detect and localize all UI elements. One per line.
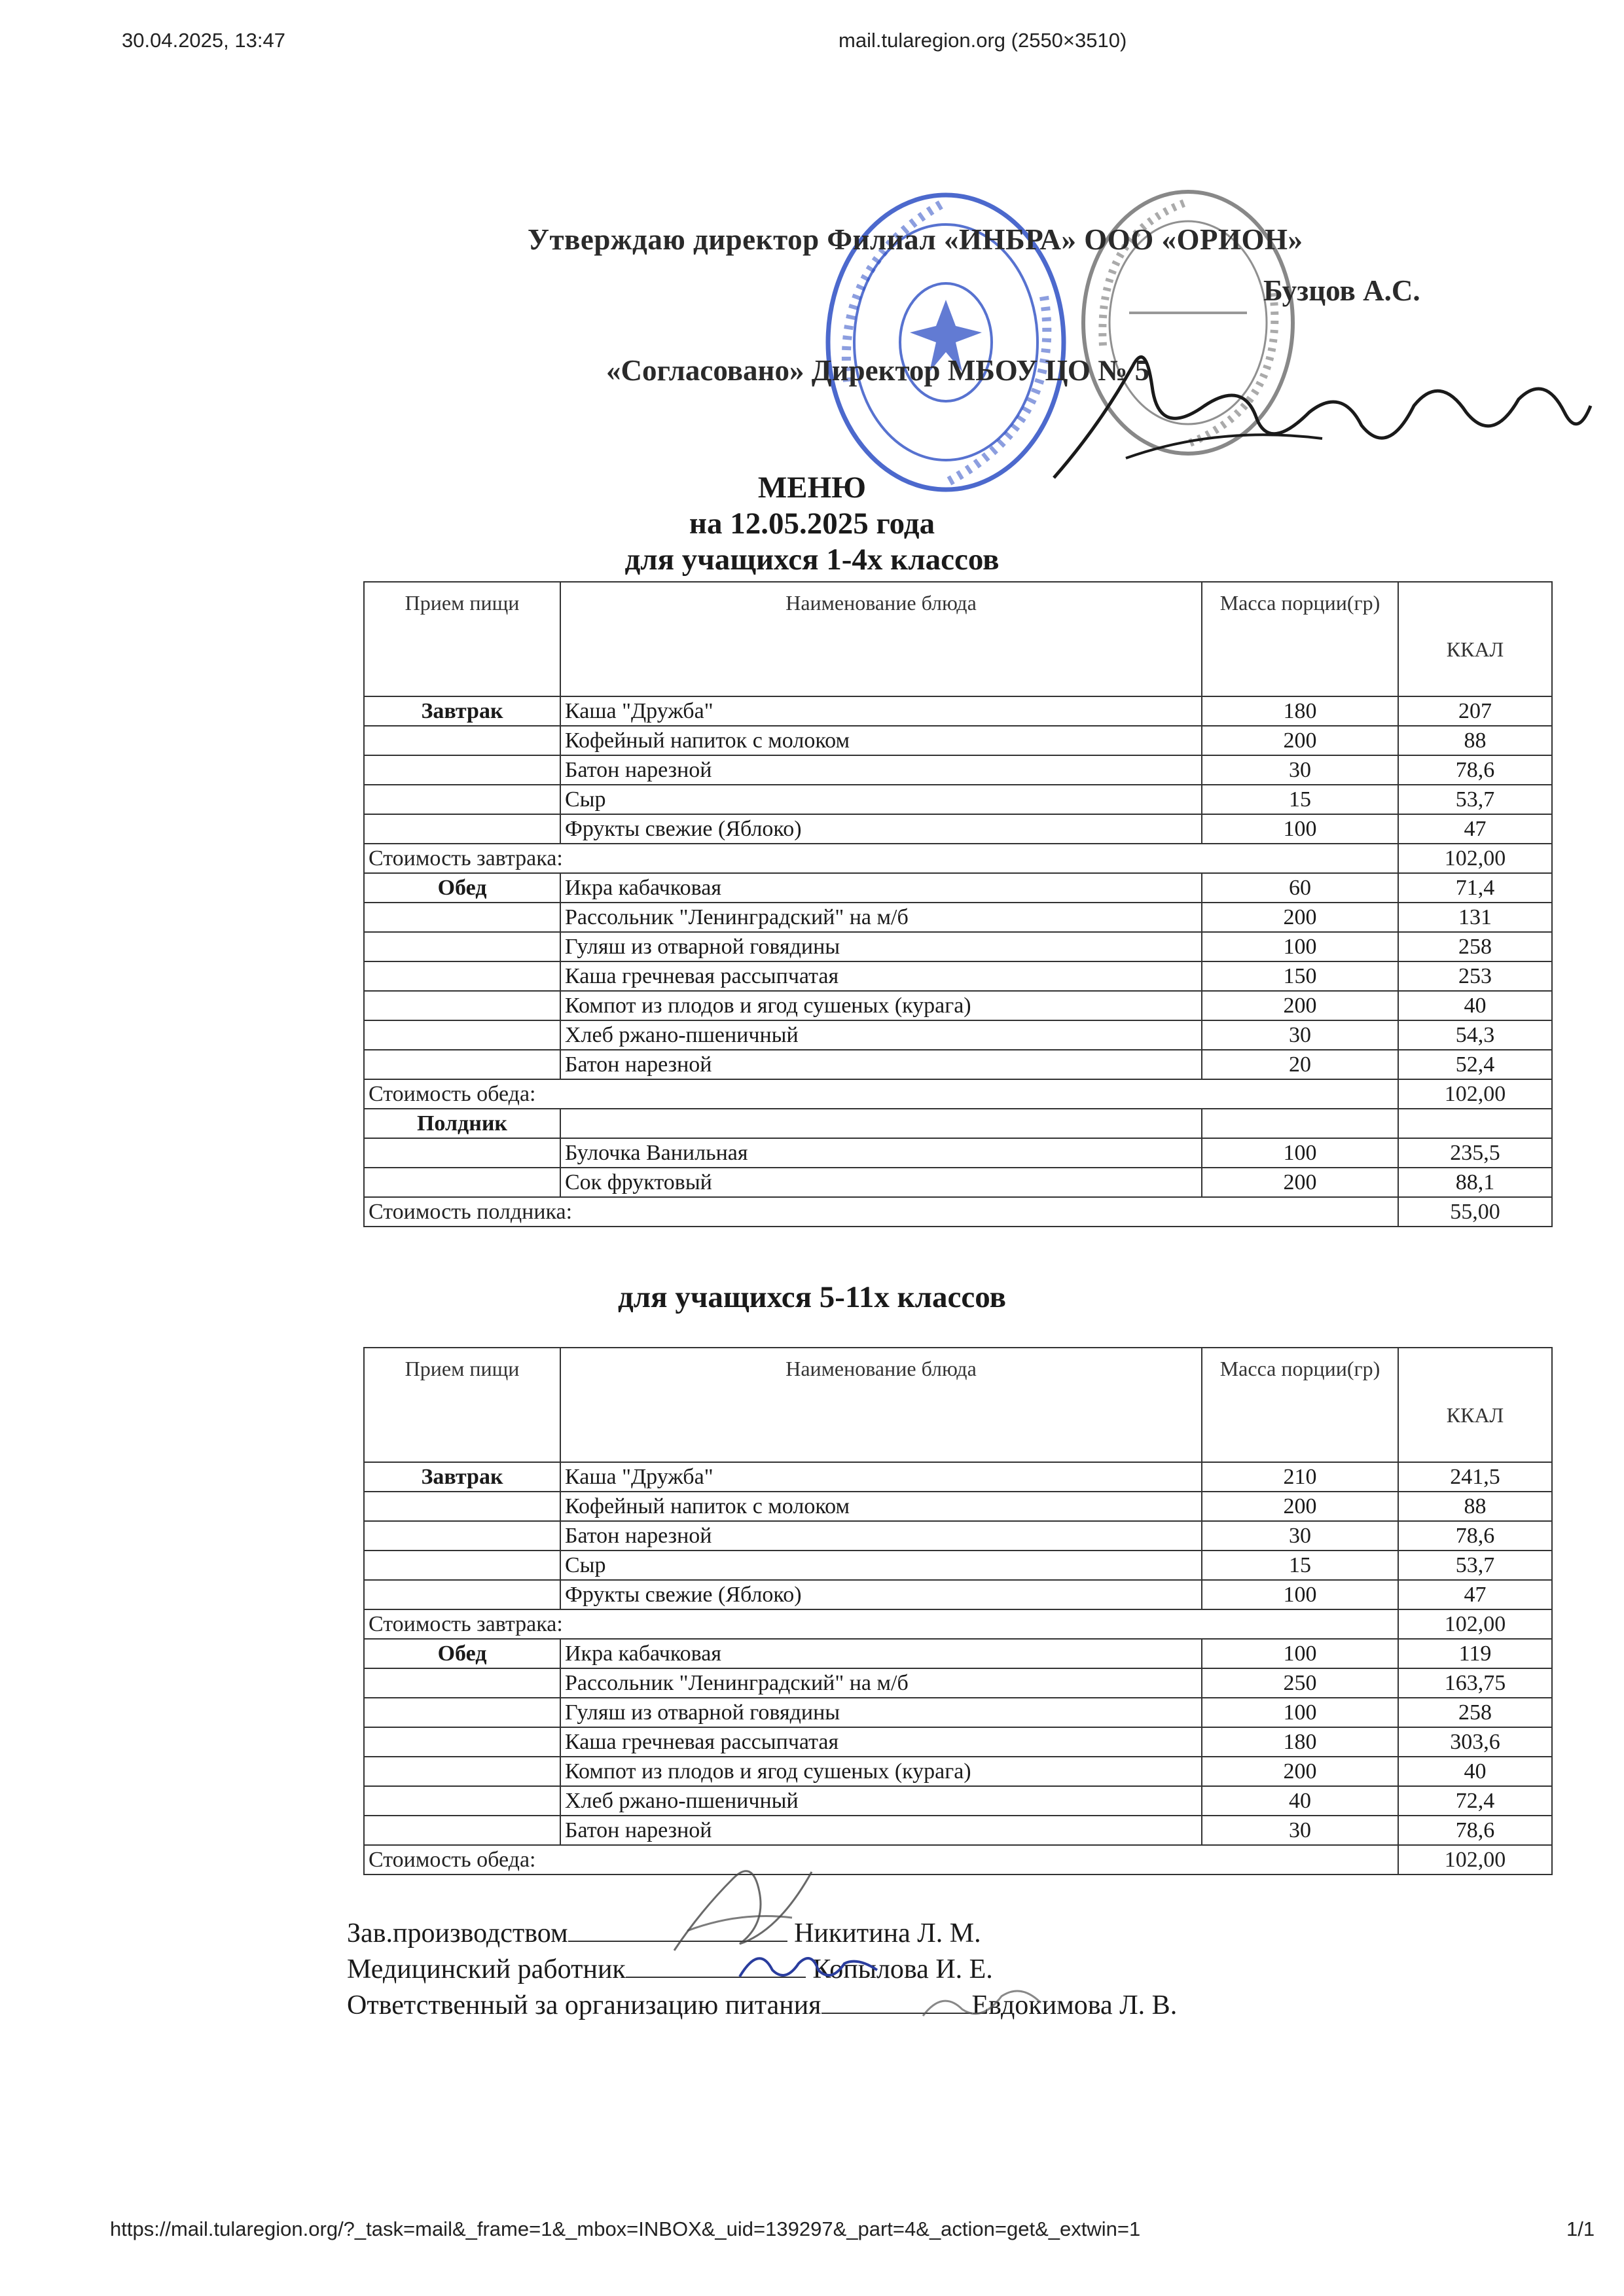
header-mass: Масса порции(гр) <box>1202 1348 1398 1462</box>
table-row <box>364 755 1552 785</box>
mass-cell: 180 <box>1202 1727 1398 1757</box>
dish-cell: Батон нарезной <box>560 1816 1202 1845</box>
menu-table-5-11 <box>363 1347 1553 1875</box>
table-row <box>364 1138 1552 1168</box>
dish-cell: Сыр <box>560 785 1202 814</box>
mass-cell: 150 <box>1202 961 1398 991</box>
header-meal: Прием пищи <box>364 582 560 696</box>
header-kcal: ККАЛ <box>1398 582 1552 696</box>
print-url: https://mail.tularegion.org/?_task=mail&_frame=1&_mbox=INBOX&_uid=139297&_part=4&_action=get&_extwin=1 <box>110 2217 1141 2240</box>
dish-cell: Компот из плодов и ягод сушеных (курага) <box>560 991 1202 1020</box>
cost-label: Стоимость завтрака: <box>364 1609 1398 1639</box>
cost-label: Стоимость обеда: <box>364 1079 1398 1109</box>
kcal-cell: 78,6 <box>1398 1816 1552 1845</box>
meal-cell <box>364 1580 560 1609</box>
responsible-role: Ответственный за организацию питания <box>347 1990 821 2020</box>
table-row <box>364 1639 1552 1668</box>
table-row <box>364 1816 1552 1845</box>
meal-cell: Завтрак <box>364 696 560 726</box>
mass-cell: 210 <box>1202 1462 1398 1492</box>
dish-cell: Кофейный напиток с молоком <box>560 1492 1202 1521</box>
mass-cell: 30 <box>1202 755 1398 785</box>
cost-row <box>364 844 1552 873</box>
mass-cell: 30 <box>1202 1521 1398 1551</box>
signature-responsible <box>347 1990 1177 2021</box>
table-row <box>364 1492 1552 1521</box>
meal-cell: Полдник <box>364 1109 560 1138</box>
meal-cell <box>364 1816 560 1845</box>
kcal-cell: 88 <box>1398 1492 1552 1521</box>
cost-row <box>364 1079 1552 1109</box>
cost-price: 102,00 <box>1398 1845 1552 1874</box>
dish-cell: Хлеб ржано-пшеничный <box>560 1786 1202 1816</box>
meal-cell <box>364 1698 560 1727</box>
meal-cell <box>364 932 560 961</box>
mass-cell: 250 <box>1202 1668 1398 1698</box>
cost-row <box>364 1609 1552 1639</box>
mass-cell: 15 <box>1202 1551 1398 1580</box>
dish-cell: Икра кабачковая <box>560 873 1202 903</box>
production-role: Зав.производством <box>347 1918 568 1948</box>
table-row <box>364 932 1552 961</box>
approver-name: Бузцов А.С. <box>1263 274 1420 307</box>
meal-cell <box>364 991 560 1020</box>
medical-signature <box>733 1937 884 1990</box>
meal-cell <box>364 1050 560 1079</box>
cost-row <box>364 1197 1552 1227</box>
meal-cell <box>364 1521 560 1551</box>
meal-cell <box>364 726 560 755</box>
table-row <box>364 1698 1552 1727</box>
mass-cell: 100 <box>1202 814 1398 844</box>
kcal-cell: 207 <box>1398 696 1552 726</box>
kcal-cell: 72,4 <box>1398 1786 1552 1816</box>
table-row <box>364 1727 1552 1757</box>
meal-cell <box>364 1727 560 1757</box>
table-row <box>364 1580 1552 1609</box>
dish-cell: Хлеб ржано-пшеничный <box>560 1020 1202 1050</box>
approval-line: Утверждаю директор Филиал «ИНБРА» ООО «ОРИОН» <box>528 223 1303 256</box>
kcal-cell: 258 <box>1398 932 1552 961</box>
dish-cell: Батон нарезной <box>560 1521 1202 1551</box>
kcal-cell: 258 <box>1398 1698 1552 1727</box>
table-header <box>364 582 1552 696</box>
responsible-name: Евдокимова Л. В. <box>971 1990 1178 2020</box>
print-page-number: 1/1 <box>1566 2217 1595 2240</box>
dish-cell: Каша "Дружба" <box>560 1462 1202 1492</box>
mass-cell: 100 <box>1202 1698 1398 1727</box>
meal-cell <box>364 1551 560 1580</box>
agreed-line: «Согласовано» Директор МБОУ ЦО № 5 <box>606 354 1150 387</box>
responsible-signature <box>916 1977 1047 2029</box>
meal-cell <box>364 1138 560 1168</box>
dish-cell: Фрукты свежие (Яблоко) <box>560 814 1202 844</box>
medical-name: Копылова И. Е. <box>812 1954 993 1984</box>
kcal-cell: 235,5 <box>1398 1138 1552 1168</box>
meal-cell <box>364 961 560 991</box>
meal-cell <box>364 1786 560 1816</box>
mass-cell: 100 <box>1202 1138 1398 1168</box>
dish-cell: Каша гречневая рассыпчатая <box>560 1727 1202 1757</box>
cost-price: 102,00 <box>1398 1079 1552 1109</box>
kcal-cell: 53,7 <box>1398 1551 1552 1580</box>
production-name: Никитина Л. М. <box>794 1918 981 1948</box>
mass-cell: 100 <box>1202 1639 1398 1668</box>
print-date: 30.04.2025, 13:47 <box>122 29 285 52</box>
table-row <box>364 1168 1552 1197</box>
group-title-5-11: для учащихся 5-11х классов <box>618 1280 1006 1314</box>
table-row <box>364 814 1552 844</box>
meal-cell <box>364 1020 560 1050</box>
header-mass: Масса порции(гр) <box>1202 582 1398 696</box>
header-kcal: ККАЛ <box>1398 1348 1552 1462</box>
kcal-cell: 88 <box>1398 726 1552 755</box>
dish-cell: Каша "Дружба" <box>560 696 1202 726</box>
dish-cell: Сыр <box>560 1551 1202 1580</box>
kcal-cell: 40 <box>1398 991 1552 1020</box>
kcal-cell <box>1398 1109 1552 1138</box>
mass-cell: 30 <box>1202 1020 1398 1050</box>
mass-cell: 40 <box>1202 1786 1398 1816</box>
dish-cell: Рассольник "Ленинградский" на м/б <box>560 1668 1202 1698</box>
dish-cell: Гуляш из отварной говядины <box>560 932 1202 961</box>
mass-cell: 20 <box>1202 1050 1398 1079</box>
kcal-cell: 78,6 <box>1398 1521 1552 1551</box>
meal-cell <box>364 903 560 932</box>
mass-cell: 200 <box>1202 991 1398 1020</box>
dish-cell <box>560 1109 1202 1138</box>
dish-cell: Компот из плодов и ягод сушеных (курага) <box>560 1757 1202 1786</box>
dish-cell: Фрукты свежие (Яблоко) <box>560 1580 1202 1609</box>
cost-label: Стоимость обеда: <box>364 1845 1398 1874</box>
meal-cell <box>364 785 560 814</box>
table-row <box>364 1462 1552 1492</box>
mass-cell: 15 <box>1202 785 1398 814</box>
header-dish: Наименование блюда <box>560 1348 1202 1462</box>
menu-title: МЕНЮ <box>757 471 867 505</box>
meal-cell <box>364 755 560 785</box>
mass-cell: 60 <box>1202 873 1398 903</box>
dish-cell: Сок фруктовый <box>560 1168 1202 1197</box>
dish-cell: Рассольник "Ленинградский" на м/б <box>560 903 1202 932</box>
mass-cell: 30 <box>1202 1816 1398 1845</box>
table-row <box>364 1109 1552 1138</box>
table-row <box>364 903 1552 932</box>
meal-cell <box>364 1668 560 1698</box>
print-title: mail.tularegion.org (2550×3510) <box>839 29 1127 52</box>
cost-price: 102,00 <box>1398 844 1552 873</box>
medical-role: Медицинский работник <box>347 1954 626 1984</box>
dish-cell: Булочка Ванильная <box>560 1138 1202 1168</box>
mass-cell: 200 <box>1202 903 1398 932</box>
kcal-cell: 131 <box>1398 903 1552 932</box>
kcal-cell: 54,3 <box>1398 1020 1552 1050</box>
kcal-cell: 88,1 <box>1398 1168 1552 1197</box>
table-row <box>364 1551 1552 1580</box>
meal-cell <box>364 1757 560 1786</box>
mass-cell: 200 <box>1202 1492 1398 1521</box>
kcal-cell: 253 <box>1398 961 1552 991</box>
cost-label: Стоимость полдника: <box>364 1197 1398 1227</box>
kcal-cell: 53,7 <box>1398 785 1552 814</box>
meal-cell <box>364 1168 560 1197</box>
table-row <box>364 1050 1552 1079</box>
meal-cell: Обед <box>364 1639 560 1668</box>
table-row <box>364 785 1552 814</box>
cost-price: 102,00 <box>1398 1609 1552 1639</box>
kcal-cell: 241,5 <box>1398 1462 1552 1492</box>
mass-cell <box>1202 1109 1398 1138</box>
mass-cell: 100 <box>1202 1580 1398 1609</box>
dish-cell: Батон нарезной <box>560 1050 1202 1079</box>
table-row <box>364 726 1552 755</box>
menu-date: на 12.05.2025 года <box>689 507 935 541</box>
menu-table-1-4 <box>363 581 1553 1227</box>
meal-cell <box>364 1492 560 1521</box>
kcal-cell: 47 <box>1398 1580 1552 1609</box>
dish-cell: Каша гречневая рассыпчатая <box>560 961 1202 991</box>
table-row <box>364 991 1552 1020</box>
kcal-cell: 40 <box>1398 1757 1552 1786</box>
mass-cell: 200 <box>1202 726 1398 755</box>
mass-cell: 200 <box>1202 1168 1398 1197</box>
table-row <box>364 1521 1552 1551</box>
table-row <box>364 873 1552 903</box>
kcal-cell: 47 <box>1398 814 1552 844</box>
cost-price: 55,00 <box>1398 1197 1552 1227</box>
table-row <box>364 1757 1552 1786</box>
meal-cell <box>364 814 560 844</box>
kcal-cell: 52,4 <box>1398 1050 1552 1079</box>
dish-cell: Батон нарезной <box>560 755 1202 785</box>
dish-cell: Кофейный напиток с молоком <box>560 726 1202 755</box>
kcal-cell: 119 <box>1398 1639 1552 1668</box>
header-meal: Прием пищи <box>364 1348 560 1462</box>
mass-cell: 200 <box>1202 1757 1398 1786</box>
meal-cell: Завтрак <box>364 1462 560 1492</box>
kcal-cell: 71,4 <box>1398 873 1552 903</box>
table-row <box>364 1020 1552 1050</box>
mass-cell: 180 <box>1202 696 1398 726</box>
mass-cell: 100 <box>1202 932 1398 961</box>
dish-cell: Гуляш из отварной говядины <box>560 1698 1202 1727</box>
table-row <box>364 1786 1552 1816</box>
meal-cell: Обед <box>364 873 560 903</box>
kcal-cell: 163,75 <box>1398 1668 1552 1698</box>
table-header <box>364 1348 1552 1462</box>
kcal-cell: 78,6 <box>1398 755 1552 785</box>
header-dish: Наименование блюда <box>560 582 1202 696</box>
table-row <box>364 1668 1552 1698</box>
table-row <box>364 961 1552 991</box>
cost-row <box>364 1845 1552 1874</box>
table-row <box>364 696 1552 726</box>
dish-cell: Икра кабачковая <box>560 1639 1202 1668</box>
cost-label: Стоимость завтрака: <box>364 844 1398 873</box>
kcal-cell: 303,6 <box>1398 1727 1552 1757</box>
group-title-1-4: для учащихся 1-4х классов <box>624 543 1000 577</box>
